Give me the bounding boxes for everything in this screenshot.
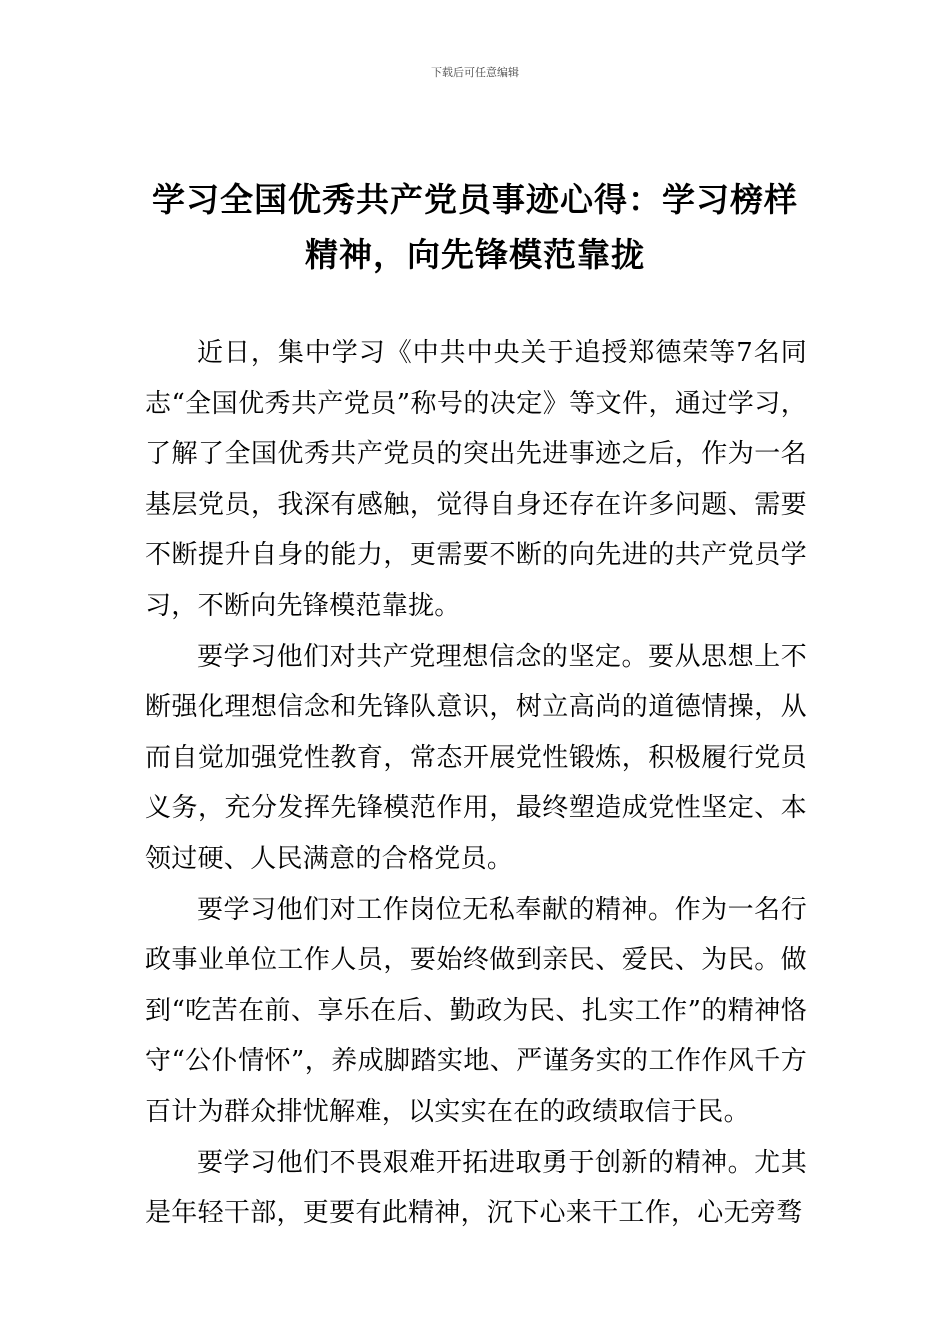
paragraph-3: 要学习他们对工作岗位无私奉献的精神。作为一名行政事业单位工作人员，要始终做到亲民、爱民、为民。做到“吃苦在前、享乐在后、勤政为民、扎实工作”的精神恪守“公仆情怀”，养成脚踏实地、严谨务实的工作作风千方百计为群众排忧解难，以实实在在的政绩取信于民。 <box>145 894 807 1127</box>
paragraph-1: 近日，集中学习《中共中央关于追授郑德荣等7名同志“全国优秀共产党员”称号的决定》等文件，通过学习，了解了全国优秀共产党员的突出先进事迹之后，作为一名基层党员，我深有感触，觉得自身还存在许多问题、需要不断提升自身的能力，更需要不断的向先进的共产党员学习，不断向先锋模范靠拢。 <box>145 338 807 621</box>
paragraph-4: 要学习他们不畏艰难开拓进取勇于创新的精神。尤其是年轻干部，更要有此精神，沉下心来干工作，心无旁骛 <box>145 1147 807 1229</box>
paragraph-2: 要学习他们对共产党理想信念的坚定。要从思想上不断强化理想信念和先锋队意识，树立高尚的道德情操，从而自觉加强党性教育，常态开展党性锻炼，积极履行党员义务，充分发挥先锋模范作用，最终塑造成党性坚定、本领过硬、人民满意的合格党员。 <box>145 641 807 874</box>
document-title: 学习全国优秀共产党员事迹心得：学习榜样精神，向先锋模范靠拢 <box>152 180 798 274</box>
page-header-note: 下载后可任意编辑 <box>431 66 519 79</box>
document-body <box>145 328 807 1239</box>
